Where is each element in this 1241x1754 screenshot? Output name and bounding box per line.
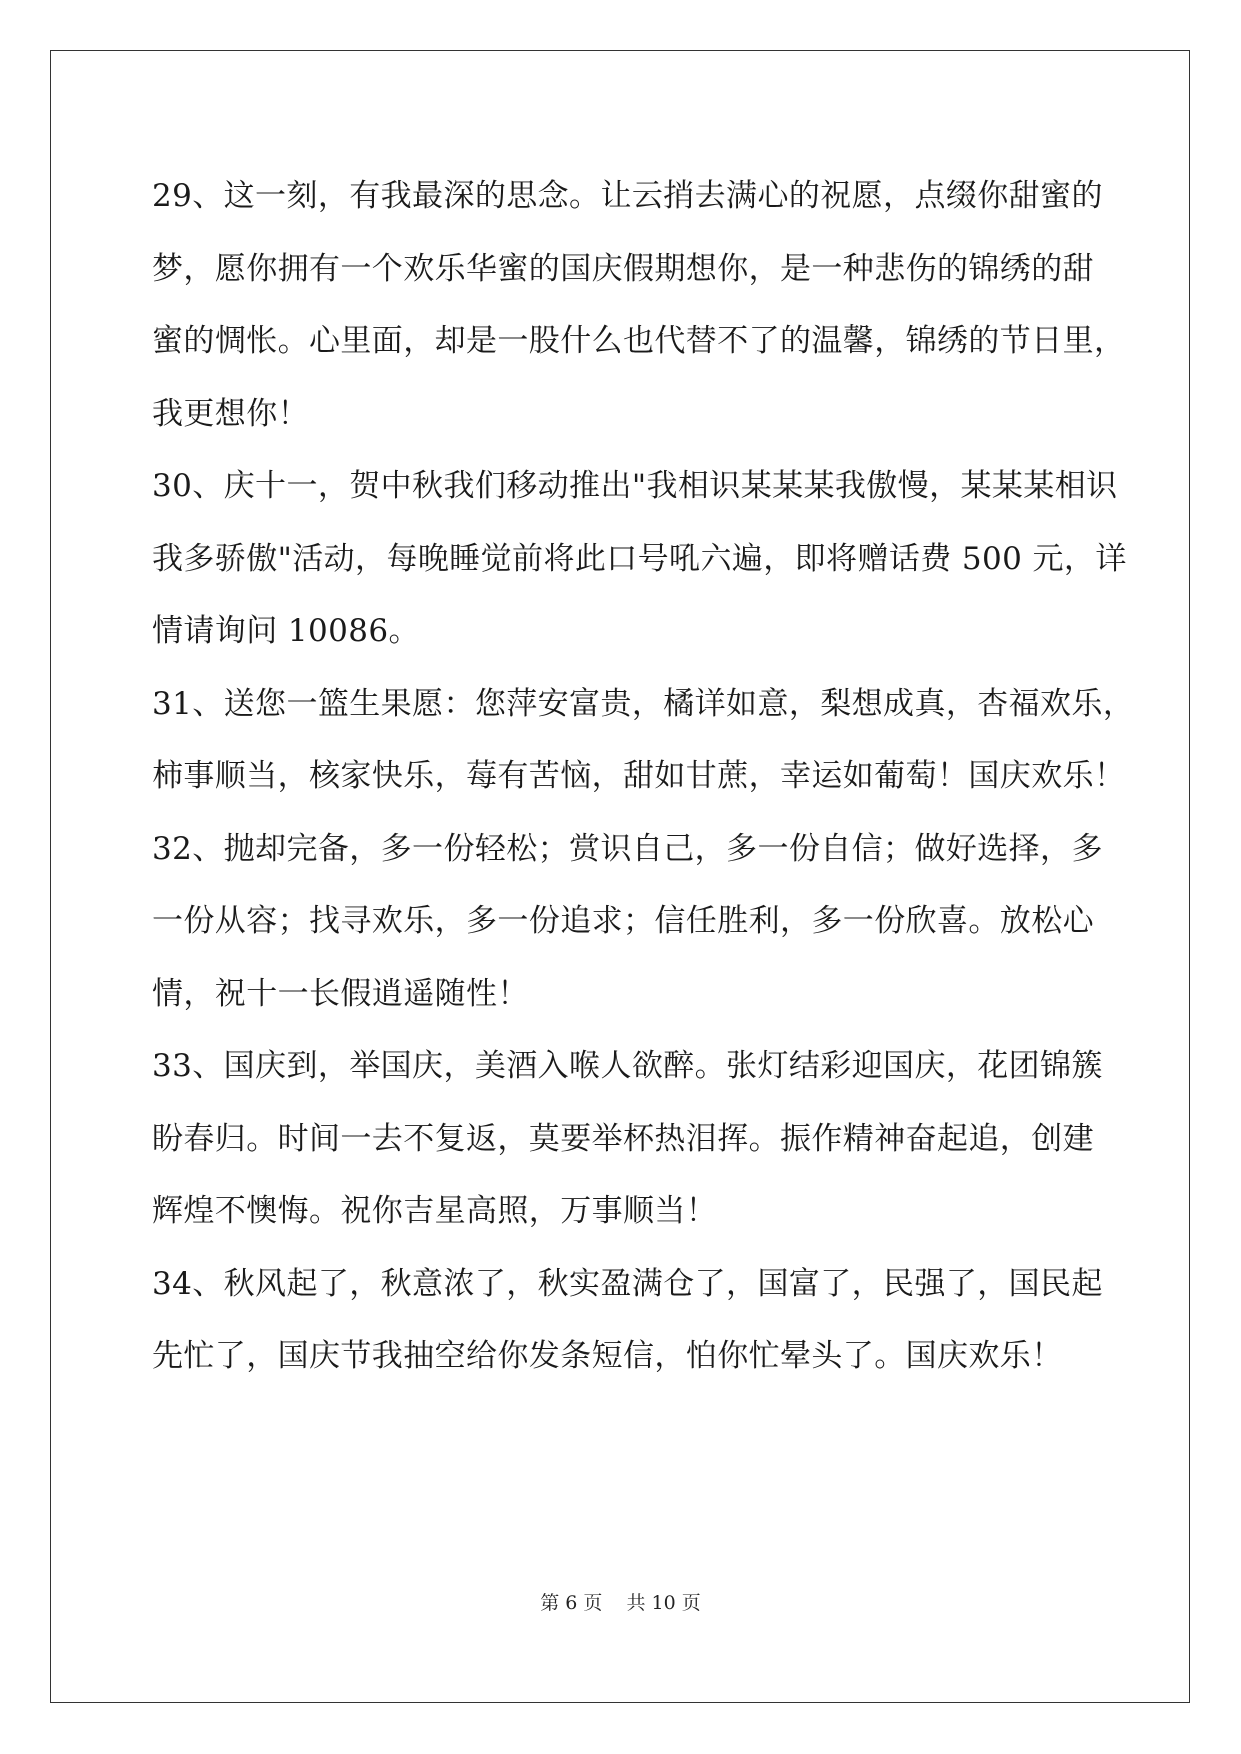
text-line: 情请询问 10086。	[152, 613, 420, 649]
text-line: 蜜的惆怅。心里面，却是一股什么也代替不了的温馨，锦绣的节日里，	[152, 323, 1126, 359]
text-line: 我更想你！	[152, 395, 309, 432]
text-line: 先忙了，国庆节我抽空给你发条短信，怕你忙晕头了。国庆欢乐！	[152, 1338, 1063, 1374]
text-line: 33、国庆到，举国庆，美酒入喉人欲醉。张灯结彩迎国庆，花团锦簇	[152, 1048, 1103, 1084]
text-line: 梦，愿你拥有一个欢乐华蜜的国庆假期想你，是一种悲伤的锦绣的甜	[152, 250, 1094, 287]
page-total: 共 10 页	[626, 1592, 701, 1614]
text-line: 我多骄傲"活动，每晚睡觉前将此口号吼六遍，即将赠话费 500 元，详	[152, 540, 1127, 577]
text-line: 32、抛却完备，多一份轻松；赏识自己，多一份自信；做好选择，多	[152, 830, 1103, 867]
text-line: 一份从容；找寻欢乐，多一份追求；信任胜利，多一份欣喜。放松心	[152, 903, 1094, 939]
text-line: 29、这一刻，有我最深的思念。让云捎去满心的祝愿，点缀你甜蜜的	[152, 178, 1103, 214]
text-line: 辉煌不懊悔。祝你吉星高照，万事顺当！	[152, 1193, 718, 1229]
text-line: 情，祝十一长假逍遥随性！	[152, 975, 529, 1012]
text-line: 30、庆十一，贺中秋我们移动推出"我相识某某某我傲慢，某某某相识	[152, 468, 1118, 504]
document-body	[152, 160, 1135, 1393]
text-line: 31、送您一篮生果愿：您萍安富贵，橘详如意，梨想成真，杏福欢乐，	[152, 685, 1135, 722]
text-line: 盼春归。时间一去不复返，莫要举杯热泪挥。振作精神奋起追，创建	[152, 1120, 1094, 1157]
text-line: 柿事顺当，核家快乐，莓有苦恼，甜如甘蔗，幸运如葡萄！国庆欢乐！	[152, 758, 1126, 794]
page-footer	[0, 1588, 1241, 1615]
text-line: 34、秋风起了，秋意浓了，秋实盈满仓了，国富了，民强了，国民起	[152, 1265, 1103, 1302]
page-number: 第 6 页	[540, 1592, 603, 1614]
